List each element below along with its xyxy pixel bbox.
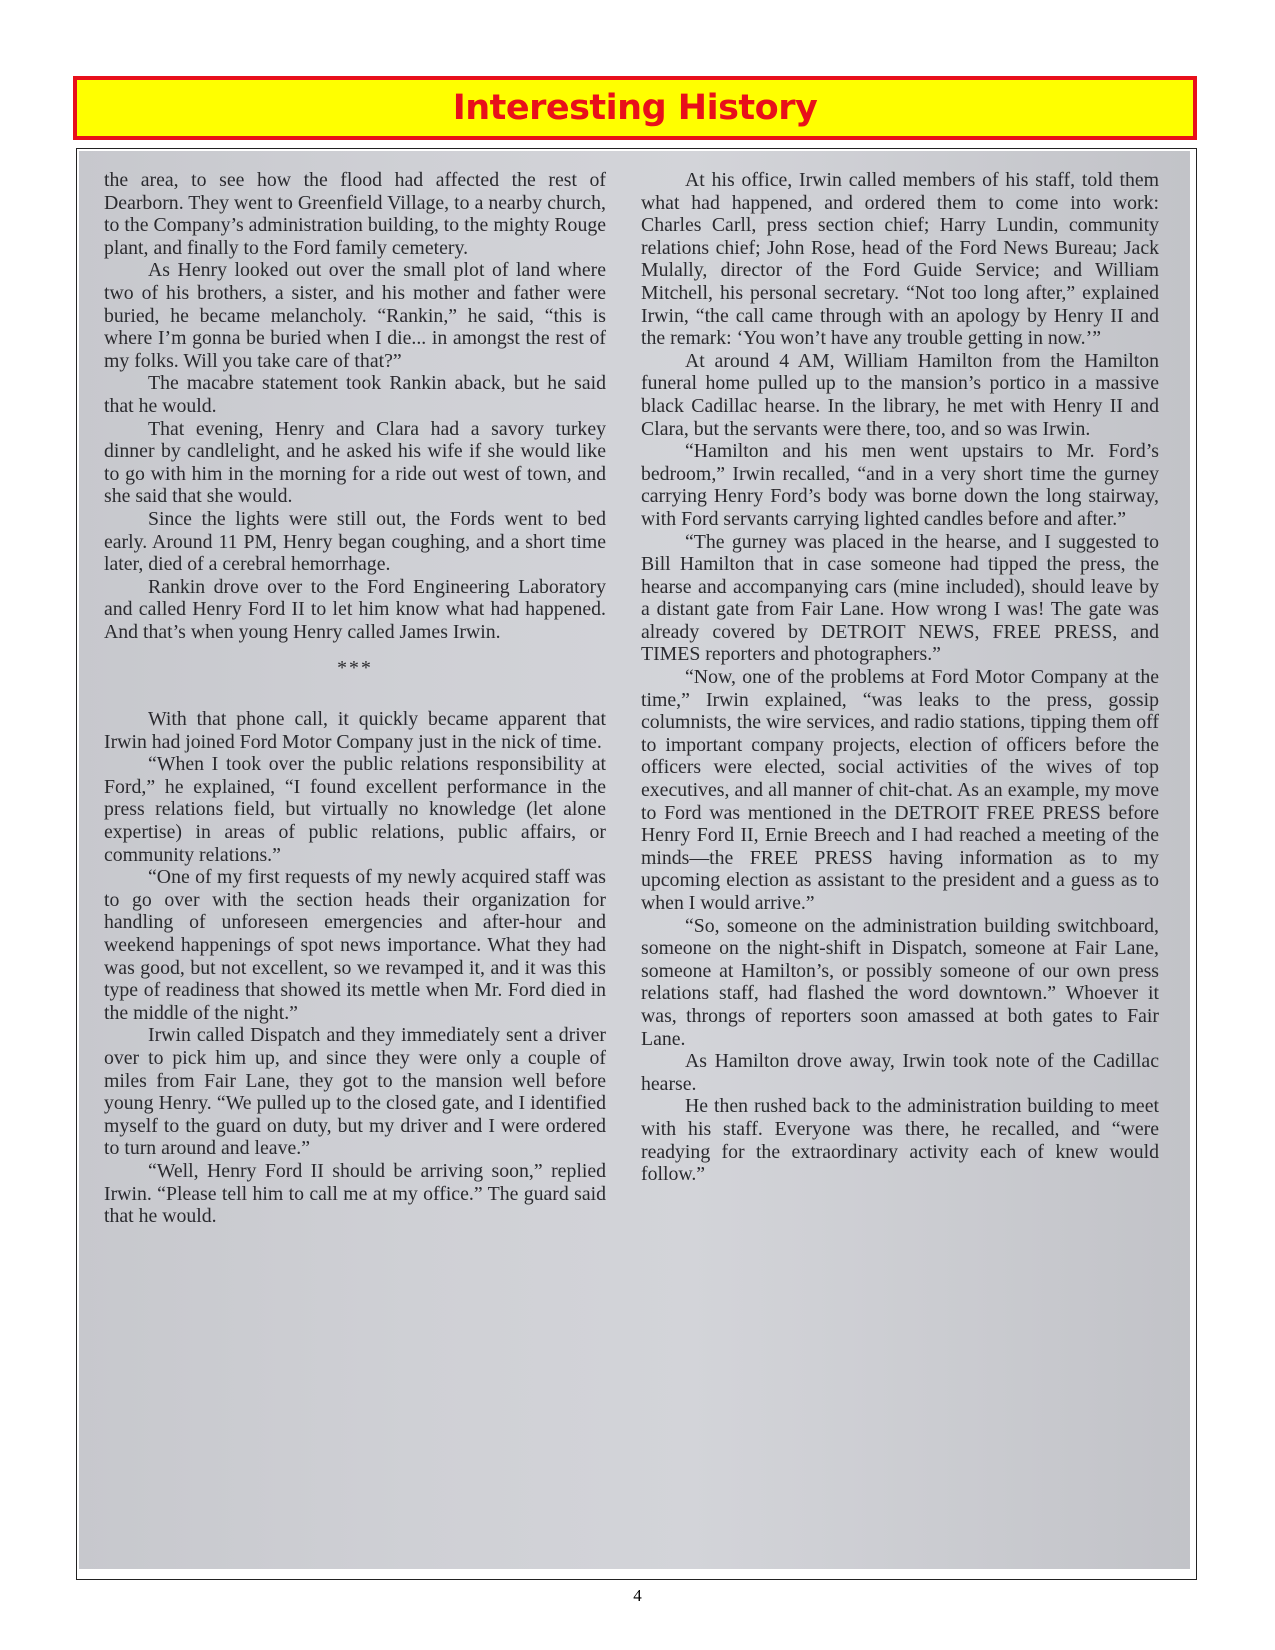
- paragraph: As Henry looked out over the small plot of land where two of his brothers, a sister, and his mother and father were buried, he became melancholy. “Rankin,” he said, “this is where I’m gonna be buried when I die... in amongst the rest of my folks. Will you take care of that?”: [104, 259, 606, 372]
- paragraph: the area, to see how the flood had affected the rest of Dearborn. They went to Greenfield Village, to a nearby church, to the Company’s administration building, to the mighty Rouge plant, and finally to the Ford family cemetery.: [104, 169, 606, 259]
- article-column-right: [641, 169, 1159, 1186]
- section-separator: ***: [337, 657, 373, 680]
- article-frame: [76, 148, 1197, 1580]
- paragraph: “When I took over the public relations responsibility at Ford,” he explained, “I found excellent performance in the press relations field, but virtually no knowledge (let alone expertise) in areas of public relations, public affairs, or community relations.”: [104, 753, 606, 866]
- paragraph: That evening, Henry and Clara had a savory turkey dinner by candlelight, and he asked his wife if she would like to go with him in the morning for a ride out west of town, and she said that she would.: [104, 417, 606, 508]
- paragraph: As Hamilton drove away, Irwin took note of the Cadillac hearse.: [641, 1050, 1159, 1095]
- paragraph: “Now, one of the problems at Ford Motor Company at the time,” Irwin explained, “was leaks to the press, gossip columnists, the wire services, and radio stations, tipping them off to important company projects, election of officers before the officers were elected, social activities of the wives of top executives, and all manner of chit-chat. As an example, my move to Ford was mentioned in the DETROIT FREE PRESS before Henry Ford II, Ernie Breech and I had reached a meeting of the minds—the FREE PRESS having information as to my upcoming election as assistant to the president and a guess as to when I would arrive.”: [641, 666, 1159, 914]
- paragraph: He then rushed back to the administration building to meet with his staff. Everyone was there, he recalled, and “were readying for the extraordinary activity each of knew would follow.”: [641, 1095, 1159, 1186]
- scanned-article: [79, 151, 1190, 1569]
- paragraph: “Hamilton and his men went upstairs to Mr. Ford’s bedroom,” Irwin recalled, “and in a very short time the gurney carrying Henry Ford’s body was borne down the long stairway, with Ford servants carrying lighted candles before and after.”: [641, 440, 1159, 530]
- paragraph: Since the lights were still out, the Fords went to bed early. Around 11 PM, Henry began coughing, and a short time later, died of a cerebral hemorrhage.: [104, 507, 606, 576]
- paragraph: At his office, Irwin called members of his staff, told them what had happened, and ordered them to come into work: Charles Carll, press section chief; Harry Lundin, community relations chief; John Rose, head of the Ford News Bureau; Jack Mulally, director of the Ford Guide Service; and William Mitchell, his personal secretary. “Not too long after,” explained Irwin, “the call came through with an apology by Henry II and the remark: ‘You won’t have any trouble getting in now.’”: [641, 169, 1159, 350]
- paragraph: At around 4 AM, William Hamilton from the Hamilton funeral home pulled up to the mansion’s portico in a massive black Cadillac hearse. In the library, he met with Henry II and Clara, but the servants were there, too, and so was Irwin.: [641, 349, 1159, 440]
- paragraph: “Well, Henry Ford II should be arriving soon,” replied Irwin. “Please tell him to call me at my office.” The guard said that he would.: [104, 1159, 606, 1228]
- paragraph: Rankin drove over to the Ford Engineering Laboratory and called Henry Ford II to let him know what had happened. And that’s when young Henry called James Irwin.: [104, 575, 606, 643]
- paragraph: With that phone call, it quickly became apparent that Irwin had joined Ford Motor Company just in the nick of time.: [104, 708, 606, 753]
- paragraph: “One of my first requests of my newly acquired staff was to go over with the section heads their organization for handling of unforeseen emergencies and after-hour and weekend happenings of spot news importance. What they had was good, but not excellent, so we revamped it, and it was this type of readiness that showed its mettle when Mr. Ford died in the middle of the night.”: [104, 866, 606, 1024]
- paragraph: “The gurney was placed in the hearse, and I suggested to Bill Hamilton that in case someone had tipped the press, the hearse and accompanying cars (mine included), should leave by a distant gate from Fair Lane. How wrong I was! The gate was already covered by DETROIT NEWS, FREE PRESS, and TIMES reporters and photographers.”: [641, 530, 1159, 666]
- page-number: 4: [633, 1586, 642, 1605]
- paragraph: “So, someone on the administration building switchboard, someone on the night-shift in Dispatch, someone at Fair Lane, someone at Hamilton’s, or possibly someone of our own press relations staff, had flashed the word downtown.” Whoever it was, throngs of reporters soon amassed at both gates to Fair Lane.: [641, 914, 1159, 1050]
- article-column-left: [104, 169, 606, 1228]
- paragraph: The macabre statement took Rankin aback, but he said that he would.: [104, 372, 606, 417]
- paragraph: Irwin called Dispatch and they immediately sent a driver over to pick him up, and since they were only a couple of miles from Fair Lane, they got to the mansion well before young Henry. “We pulled up to the closed gate, and I identified myself to the guard on duty, but my driver and I were ordered to turn around and leave.”: [104, 1024, 606, 1160]
- section-banner: [73, 76, 1197, 140]
- page-title: Interesting History: [452, 87, 818, 128]
